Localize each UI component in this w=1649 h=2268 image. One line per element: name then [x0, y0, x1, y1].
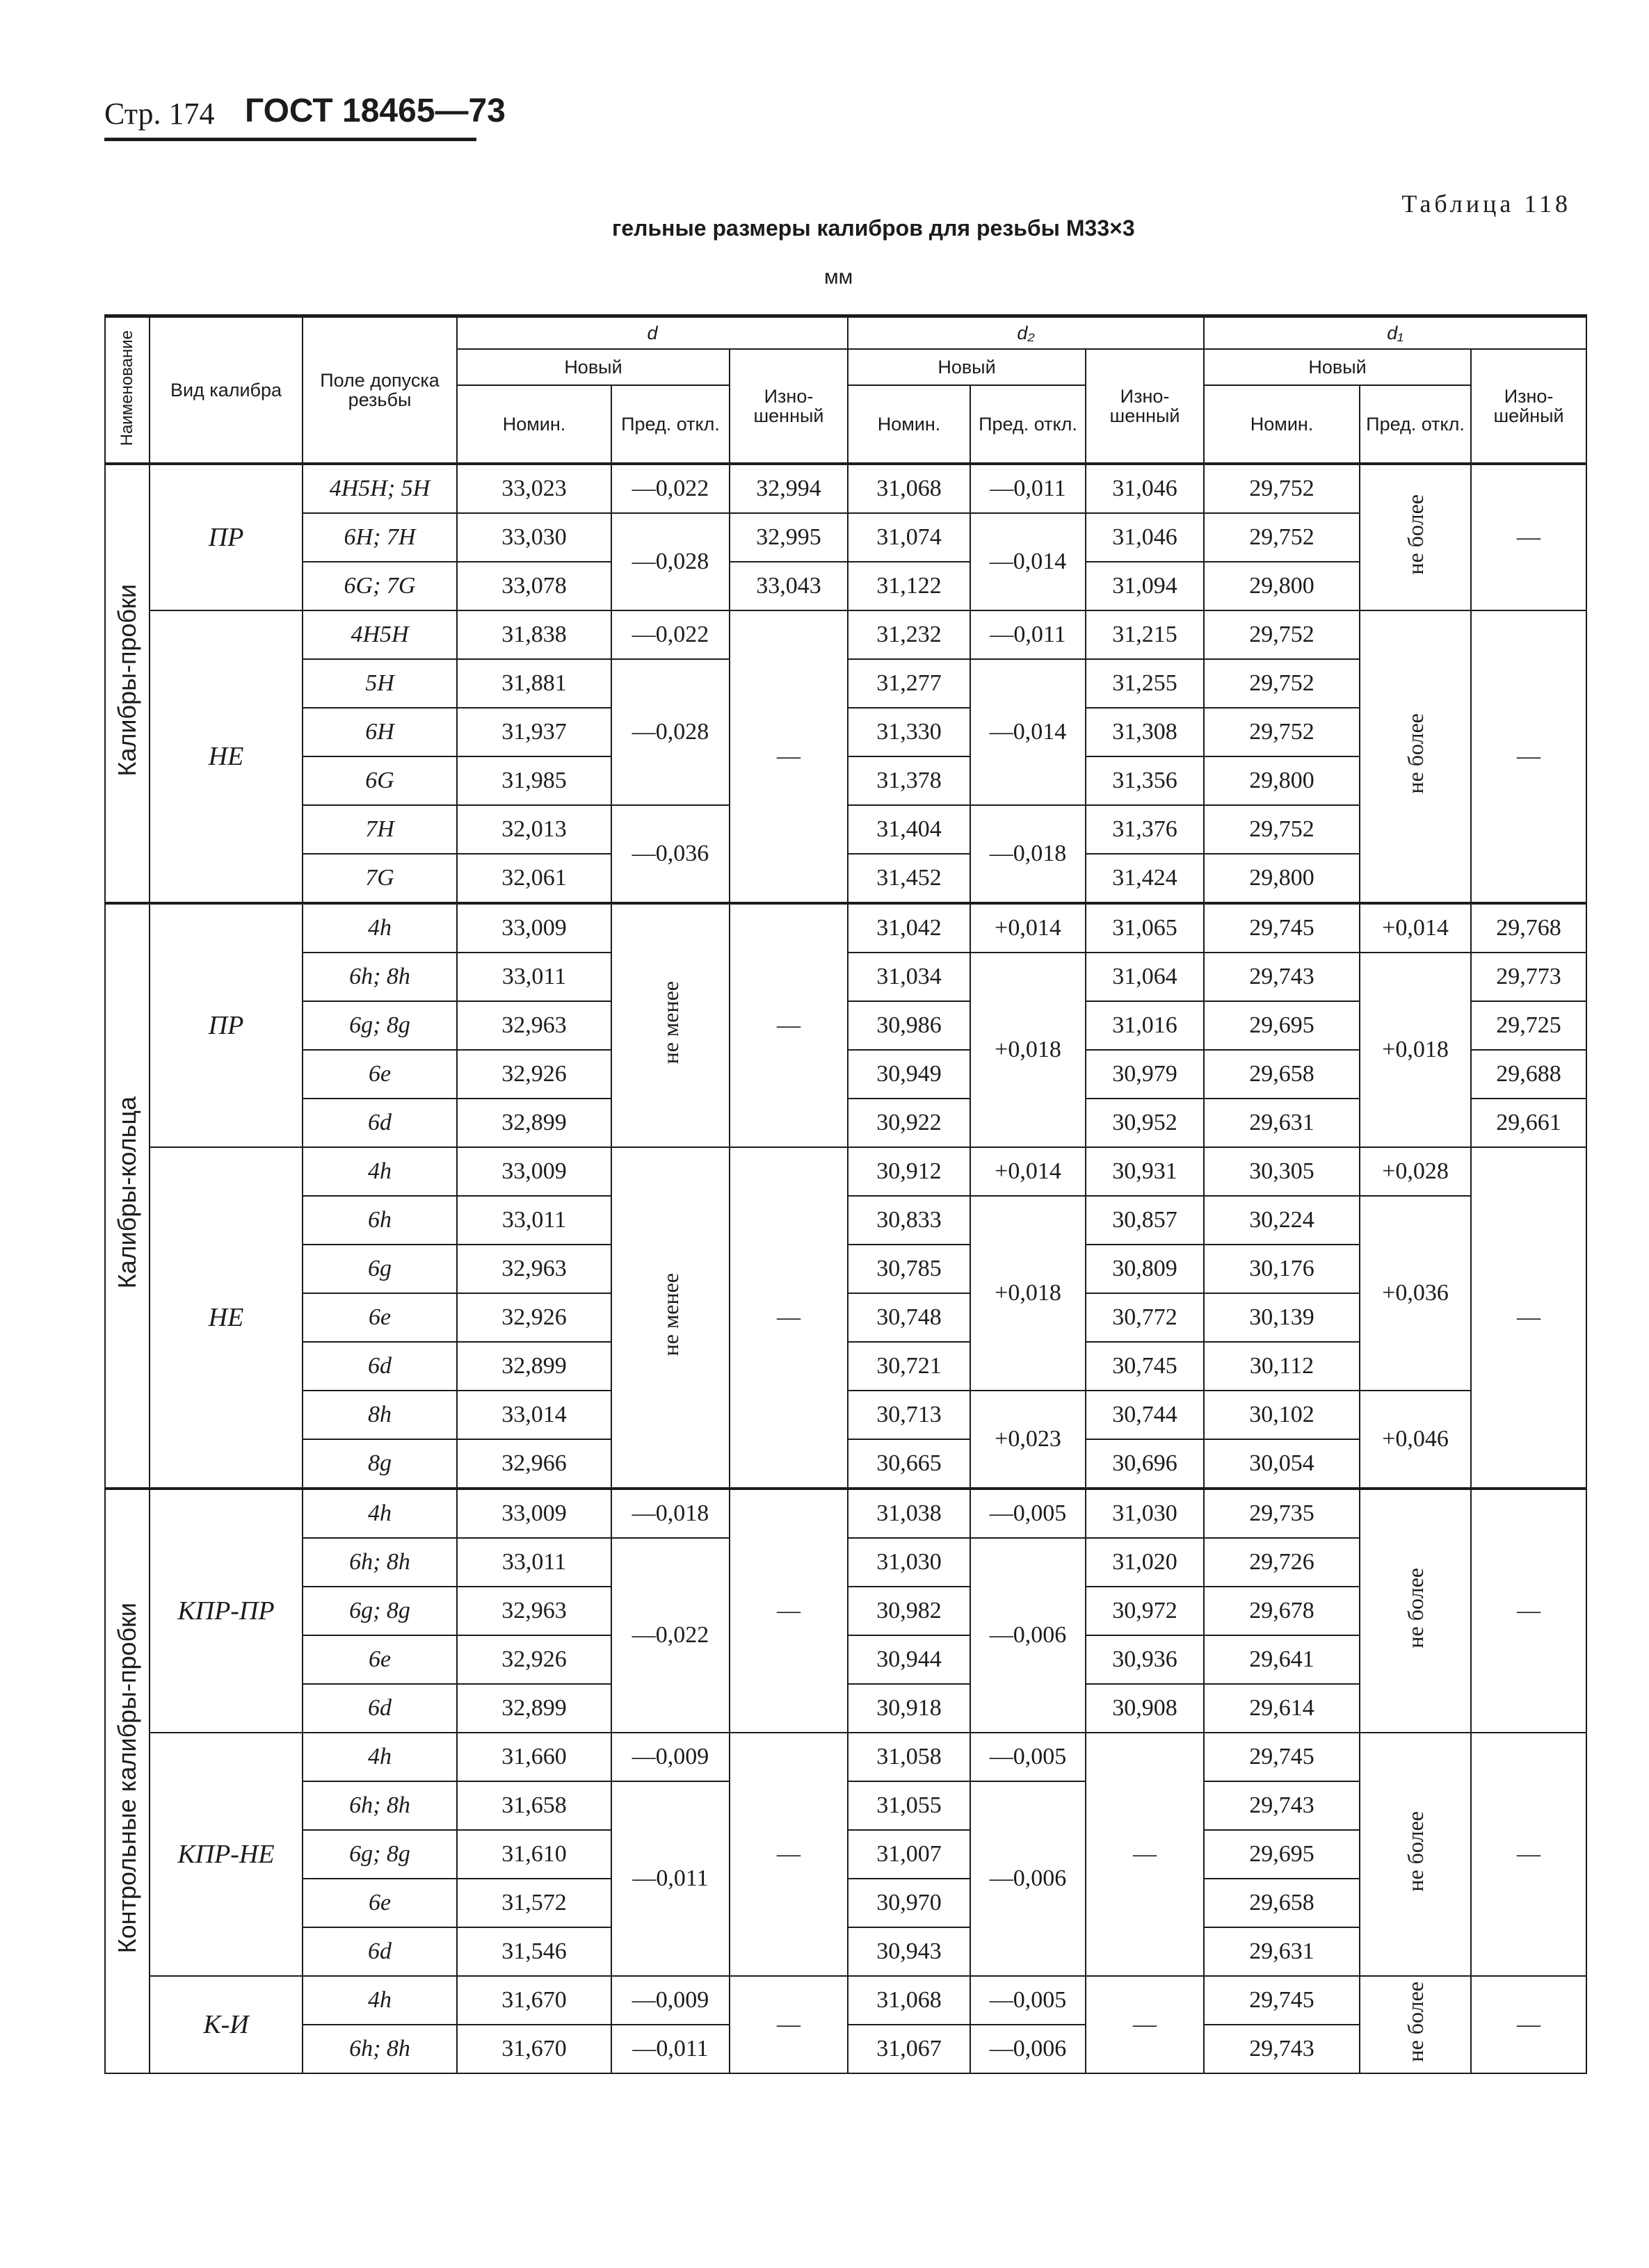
d2-nominal: 30,970 [848, 1879, 970, 1927]
d1-nominal: 30,112 [1204, 1342, 1360, 1391]
d2-nominal: 31,232 [848, 610, 970, 659]
tolerance-field: 6h; 8h [303, 953, 457, 1001]
note-cell [1360, 1489, 1471, 1733]
d2-deviation: —0,006 [970, 1781, 1086, 1976]
tolerance-field: 7H [303, 805, 457, 854]
tolerance-field: 6e [303, 1050, 457, 1099]
note-cell [1360, 610, 1471, 903]
d2-worn: — [1086, 1976, 1204, 2073]
d1-nominal: 29,614 [1204, 1684, 1360, 1733]
standard-code: ГОСТ 18465—73 [245, 92, 506, 129]
gauge-dimensions-table [104, 314, 1587, 2074]
d-deviation: —0,011 [611, 1781, 730, 1976]
d2-deviation: +0,023 [970, 1391, 1086, 1489]
d2-worn: 31,016 [1086, 1001, 1204, 1050]
d1-nominal: 29,695 [1204, 1001, 1360, 1050]
d2-worn: 30,857 [1086, 1196, 1204, 1245]
tolerance-field: 8h [303, 1391, 457, 1439]
d2-worn: 31,065 [1086, 903, 1204, 953]
d-nominal: 32,899 [457, 1684, 611, 1733]
note-not-more: не более [1402, 1567, 1428, 1649]
d2-worn: 30,979 [1086, 1050, 1204, 1099]
d-worn: — [730, 1733, 848, 1976]
col-header-name-text: Наименование [118, 330, 137, 446]
d2-deviation: +0,018 [970, 953, 1086, 1147]
d1-nominal: 30,176 [1204, 1245, 1360, 1293]
d1-nominal: 29,695 [1204, 1830, 1360, 1879]
group-label: Калибры-кольца [113, 1096, 141, 1289]
d-nominal: 33,011 [457, 953, 611, 1001]
table-row [105, 464, 1586, 513]
col-header-d2-new: Новый [848, 349, 1086, 385]
d1-nominal: 29,678 [1204, 1587, 1360, 1635]
d1-nominal: 30,224 [1204, 1196, 1360, 1245]
col-header-d1-new: Новый [1204, 349, 1471, 385]
d-deviation: —0,009 [611, 1733, 730, 1781]
d1-nominal: 29,743 [1204, 2025, 1360, 2073]
d1-nominal: 29,631 [1204, 1099, 1360, 1147]
d2-deviation: —0,011 [970, 464, 1086, 513]
d2-worn: 30,972 [1086, 1587, 1204, 1635]
d-nominal: 33,030 [457, 513, 611, 562]
d1-nominal: 30,305 [1204, 1147, 1360, 1196]
table-row [105, 1147, 1586, 1196]
d2-nominal: 31,068 [848, 1976, 970, 2025]
d2-nominal: 30,982 [848, 1587, 970, 1635]
d-deviation: —0,022 [611, 1538, 730, 1733]
d2-worn: 31,215 [1086, 610, 1204, 659]
d-nominal: 32,926 [457, 1635, 611, 1684]
d2-nominal: 30,912 [848, 1147, 970, 1196]
d2-worn: 31,046 [1086, 464, 1204, 513]
d1-deviation: +0,018 [1360, 953, 1471, 1147]
d2-nominal: 31,042 [848, 903, 970, 953]
d2-deviation: —0,006 [970, 1538, 1086, 1733]
d-nominal: 33,009 [457, 1489, 611, 1538]
d-nominal: 31,985 [457, 756, 611, 805]
d2-nominal: 30,833 [848, 1196, 970, 1245]
gauge-type: НЕ [150, 610, 303, 903]
d2-nominal: 31,378 [848, 756, 970, 805]
col-header-d1-deviation: Пред. откл. [1360, 385, 1471, 464]
table-label: Таблица 118 [1401, 190, 1571, 218]
note-not-less: не менее [657, 1272, 683, 1356]
d-nominal: 31,937 [457, 708, 611, 756]
d2-nominal: 30,949 [848, 1050, 970, 1099]
d1-nominal: 29,752 [1204, 464, 1360, 513]
d2-worn: 31,308 [1086, 708, 1204, 756]
d1-nominal: 29,726 [1204, 1538, 1360, 1587]
d2-nominal: 31,122 [848, 562, 970, 610]
gauge-type: ПР [150, 903, 303, 1147]
d1-nominal: 29,800 [1204, 854, 1360, 903]
d-nominal: 33,014 [457, 1391, 611, 1439]
d2-worn: 30,696 [1086, 1439, 1204, 1489]
d2-deviation: —0,011 [970, 610, 1086, 659]
d2-deviation: +0,018 [970, 1196, 1086, 1391]
d-nominal: 31,610 [457, 1830, 611, 1879]
d1-deviation: +0,014 [1360, 903, 1471, 953]
tolerance-field: 6G [303, 756, 457, 805]
note-cell [611, 1147, 730, 1489]
d-deviation: —0,011 [611, 2025, 730, 2073]
d2-nominal: 31,452 [848, 854, 970, 903]
d2-worn: 31,424 [1086, 854, 1204, 903]
col-header-d2-worn: Изно-шенный [1086, 349, 1204, 464]
group-cell [105, 903, 150, 1489]
d-nominal: 32,926 [457, 1293, 611, 1342]
d-nominal: 33,009 [457, 903, 611, 953]
col-header-d2-nominal: Номин. [848, 385, 970, 464]
col-header-d-worn: Изно-шенный [730, 349, 848, 464]
d1-nominal: 29,658 [1204, 1879, 1360, 1927]
d2-worn: 31,356 [1086, 756, 1204, 805]
gauge-type: КПР-ПР [150, 1489, 303, 1733]
col-header-d-nominal: Номин. [457, 385, 611, 464]
note-cell [611, 903, 730, 1147]
d-nominal: 32,966 [457, 1439, 611, 1489]
d1-nominal: 29,752 [1204, 513, 1360, 562]
tolerance-field: 6d [303, 1684, 457, 1733]
d2-worn: 31,376 [1086, 805, 1204, 854]
d2-worn: 30,931 [1086, 1147, 1204, 1196]
d-nominal: 31,881 [457, 659, 611, 708]
d1-worn: 29,768 [1471, 903, 1586, 953]
d2-worn: 31,020 [1086, 1538, 1204, 1587]
group-label: Калибры-пробки [113, 584, 141, 777]
d-deviation: —0,009 [611, 1976, 730, 2025]
d1-worn: — [1471, 1976, 1586, 2073]
tolerance-field: 8g [303, 1439, 457, 1489]
d2-deviation: —0,014 [970, 513, 1086, 610]
d1-worn: 29,725 [1471, 1001, 1586, 1050]
d2-nominal: 31,074 [848, 513, 970, 562]
tolerance-field: 6e [303, 1879, 457, 1927]
d2-nominal: 31,330 [848, 708, 970, 756]
d-nominal: 31,670 [457, 2025, 611, 2073]
d-deviation: —0,028 [611, 659, 730, 805]
tolerance-field: 6e [303, 1293, 457, 1342]
d2-nominal: 31,068 [848, 464, 970, 513]
d-nominal: 32,899 [457, 1099, 611, 1147]
d-deviation: —0,022 [611, 610, 730, 659]
d2-nominal: 30,785 [848, 1245, 970, 1293]
gauge-type: КПР-НЕ [150, 1733, 303, 1976]
gauge-type: ПР [150, 464, 303, 610]
tolerance-field: 6h; 8h [303, 1538, 457, 1587]
d2-nominal: 30,713 [848, 1391, 970, 1439]
d2-deviation: —0,006 [970, 2025, 1086, 2073]
d-nominal: 32,013 [457, 805, 611, 854]
d2-deviation: +0,014 [970, 1147, 1086, 1196]
d1-nominal: 29,658 [1204, 1050, 1360, 1099]
d-worn: 32,994 [730, 464, 848, 513]
tolerance-field: 4h [303, 903, 457, 953]
d1-nominal: 29,745 [1204, 1976, 1360, 2025]
d2-nominal: 30,944 [848, 1635, 970, 1684]
d1-nominal: 29,641 [1204, 1635, 1360, 1684]
tolerance-field: 4h [303, 1147, 457, 1196]
d2-worn: 30,952 [1086, 1099, 1204, 1147]
gauge-type: К-И [150, 1976, 303, 2073]
col-header-d1: d₁ [1204, 316, 1586, 350]
d1-nominal: 30,054 [1204, 1439, 1360, 1489]
note-cell [1360, 1733, 1471, 1976]
d1-nominal: 30,102 [1204, 1391, 1360, 1439]
note-cell [1360, 1976, 1471, 2073]
d2-nominal: 31,038 [848, 1489, 970, 1538]
tolerance-field: 6d [303, 1927, 457, 1976]
d2-worn: 31,094 [1086, 562, 1204, 610]
d-nominal: 32,963 [457, 1245, 611, 1293]
d1-worn: — [1471, 1733, 1586, 1976]
d2-nominal: 31,277 [848, 659, 970, 708]
d2-deviation: —0,005 [970, 1489, 1086, 1538]
tolerance-field: 6h [303, 1196, 457, 1245]
d-nominal: 32,061 [457, 854, 611, 903]
d2-nominal: 30,986 [848, 1001, 970, 1050]
tolerance-field: 6g; 8g [303, 1587, 457, 1635]
col-header-d: d [457, 316, 848, 350]
d2-worn: — [1086, 1733, 1204, 1976]
tolerance-field: 6d [303, 1099, 457, 1147]
d1-deviation: +0,036 [1360, 1196, 1471, 1391]
d-nominal: 33,011 [457, 1538, 611, 1587]
d-worn: 33,043 [730, 562, 848, 610]
d2-nominal: 31,007 [848, 1830, 970, 1879]
note-not-more: не более [1402, 1981, 1428, 2062]
d1-nominal: 29,800 [1204, 562, 1360, 610]
table-unit: мм [824, 266, 853, 289]
d-worn: — [730, 903, 848, 1147]
table-row [105, 1733, 1586, 1781]
col-header-d1-worn: Изно-шейный [1471, 349, 1586, 464]
d1-worn: — [1471, 464, 1586, 610]
group-label: Контрольные калибры-пробки [113, 1603, 141, 1954]
group-cell [105, 464, 150, 903]
d1-deviation: +0,028 [1360, 1147, 1471, 1196]
tolerance-field: 4h [303, 1489, 457, 1538]
d1-nominal: 29,735 [1204, 1489, 1360, 1538]
tolerance-field: 6g; 8g [303, 1001, 457, 1050]
d-deviation: —0,018 [611, 1489, 730, 1538]
d-worn: — [730, 1147, 848, 1489]
table-row [105, 610, 1586, 659]
note-not-more: не более [1402, 494, 1428, 575]
d1-nominal: 29,752 [1204, 610, 1360, 659]
d1-nominal: 29,745 [1204, 1733, 1360, 1781]
d1-worn: — [1471, 1147, 1586, 1489]
col-header-d-new: Новый [457, 349, 730, 385]
d2-nominal: 31,030 [848, 1538, 970, 1587]
d-deviation: —0,036 [611, 805, 730, 903]
tolerance-field: 6H; 7H [303, 513, 457, 562]
d-nominal: 33,078 [457, 562, 611, 610]
d2-worn: 30,908 [1086, 1684, 1204, 1733]
tolerance-field: 6H [303, 708, 457, 756]
d-nominal: 31,660 [457, 1733, 611, 1781]
d-nominal: 31,658 [457, 1781, 611, 1830]
d2-deviation: —0,005 [970, 1733, 1086, 1781]
d2-worn: 30,745 [1086, 1342, 1204, 1391]
d1-worn: — [1471, 610, 1586, 903]
page-number: Стр. 174 [104, 97, 215, 131]
d-nominal: 33,009 [457, 1147, 611, 1196]
note-cell [1360, 464, 1471, 610]
d2-worn: 31,255 [1086, 659, 1204, 708]
d2-worn: 31,046 [1086, 513, 1204, 562]
table-row [105, 903, 1586, 953]
d-nominal: 32,963 [457, 1587, 611, 1635]
d2-worn: 30,772 [1086, 1293, 1204, 1342]
d-deviation: —0,028 [611, 513, 730, 610]
table-title: гельные размеры калибров для резьбы М33×3 [612, 216, 1135, 241]
d2-nominal: 31,404 [848, 805, 970, 854]
group-cell [105, 1489, 150, 2073]
tolerance-field: 4H5H [303, 610, 457, 659]
d1-nominal: 29,631 [1204, 1927, 1360, 1976]
d1-nominal: 30,139 [1204, 1293, 1360, 1342]
d-worn: — [730, 1489, 848, 1733]
d1-nominal: 29,752 [1204, 659, 1360, 708]
d2-nominal: 31,034 [848, 953, 970, 1001]
d2-worn: 30,809 [1086, 1245, 1204, 1293]
d2-deviation: —0,005 [970, 1976, 1086, 2025]
d2-worn: 30,936 [1086, 1635, 1204, 1684]
d2-nominal: 31,058 [848, 1733, 970, 1781]
col-header-field: Поле допуска резьбы [303, 316, 457, 464]
d-nominal: 33,011 [457, 1196, 611, 1245]
tolerance-field: 6e [303, 1635, 457, 1684]
d2-deviation: —0,018 [970, 805, 1086, 903]
d2-nominal: 30,721 [848, 1342, 970, 1391]
tolerance-field: 5H [303, 659, 457, 708]
d-nominal: 31,572 [457, 1879, 611, 1927]
d1-worn: 29,661 [1471, 1099, 1586, 1147]
d-nominal: 31,670 [457, 1976, 611, 2025]
tolerance-field: 4H5H; 5H [303, 464, 457, 513]
d-nominal: 31,838 [457, 610, 611, 659]
note-not-less: не менее [657, 980, 683, 1064]
d-worn: — [730, 610, 848, 903]
col-header-d1-nominal: Номин. [1204, 385, 1360, 464]
d1-nominal: 29,752 [1204, 708, 1360, 756]
d2-nominal: 30,922 [848, 1099, 970, 1147]
tolerance-field: 6h; 8h [303, 2025, 457, 2073]
d1-nominal: 29,743 [1204, 953, 1360, 1001]
d-nominal: 32,926 [457, 1050, 611, 1099]
d1-worn: 29,688 [1471, 1050, 1586, 1099]
d1-nominal: 29,745 [1204, 903, 1360, 953]
d-deviation: —0,022 [611, 464, 730, 513]
note-not-more: не более [1402, 1811, 1428, 1892]
tolerance-field: 6g; 8g [303, 1830, 457, 1879]
d-nominal: 33,023 [457, 464, 611, 513]
d2-nominal: 30,748 [848, 1293, 970, 1342]
d2-nominal: 30,943 [848, 1927, 970, 1976]
d-worn: 32,995 [730, 513, 848, 562]
d1-nominal: 29,800 [1204, 756, 1360, 805]
d2-nominal: 30,918 [848, 1684, 970, 1733]
col-header-d-deviation: Пред. откл. [611, 385, 730, 464]
col-header-type: Вид калибра [150, 316, 303, 464]
d2-worn: 30,744 [1086, 1391, 1204, 1439]
gauge-type: НЕ [150, 1147, 303, 1489]
d-worn: — [730, 1976, 848, 2073]
tolerance-field: 6G; 7G [303, 562, 457, 610]
d1-worn: — [1471, 1489, 1586, 1733]
d1-deviation: +0,046 [1360, 1391, 1471, 1489]
d2-deviation: +0,014 [970, 903, 1086, 953]
d1-worn: 29,773 [1471, 953, 1586, 1001]
d2-nominal: 31,055 [848, 1781, 970, 1830]
d-nominal: 31,546 [457, 1927, 611, 1976]
d1-nominal: 29,752 [1204, 805, 1360, 854]
tolerance-field: 7G [303, 854, 457, 903]
header-rule [104, 138, 476, 141]
col-header-d2: d₂ [848, 316, 1204, 350]
d2-nominal: 30,665 [848, 1439, 970, 1489]
d-nominal: 32,899 [457, 1342, 611, 1391]
d2-worn: 31,030 [1086, 1489, 1204, 1538]
d1-nominal: 29,743 [1204, 1781, 1360, 1830]
d2-worn: 31,064 [1086, 953, 1204, 1001]
tolerance-field: 4h [303, 1733, 457, 1781]
col-header-name [105, 316, 150, 464]
table-row [105, 1489, 1586, 1538]
d2-nominal: 31,067 [848, 2025, 970, 2073]
tolerance-field: 6h; 8h [303, 1781, 457, 1830]
d2-deviation: —0,014 [970, 659, 1086, 805]
note-not-more: не более [1402, 713, 1428, 794]
tolerance-field: 6d [303, 1342, 457, 1391]
d-nominal: 32,963 [457, 1001, 611, 1050]
table-row [105, 1976, 1586, 2025]
tolerance-field: 4h [303, 1976, 457, 2025]
tolerance-field: 6g [303, 1245, 457, 1293]
col-header-d2-deviation: Пред. откл. [970, 385, 1086, 464]
